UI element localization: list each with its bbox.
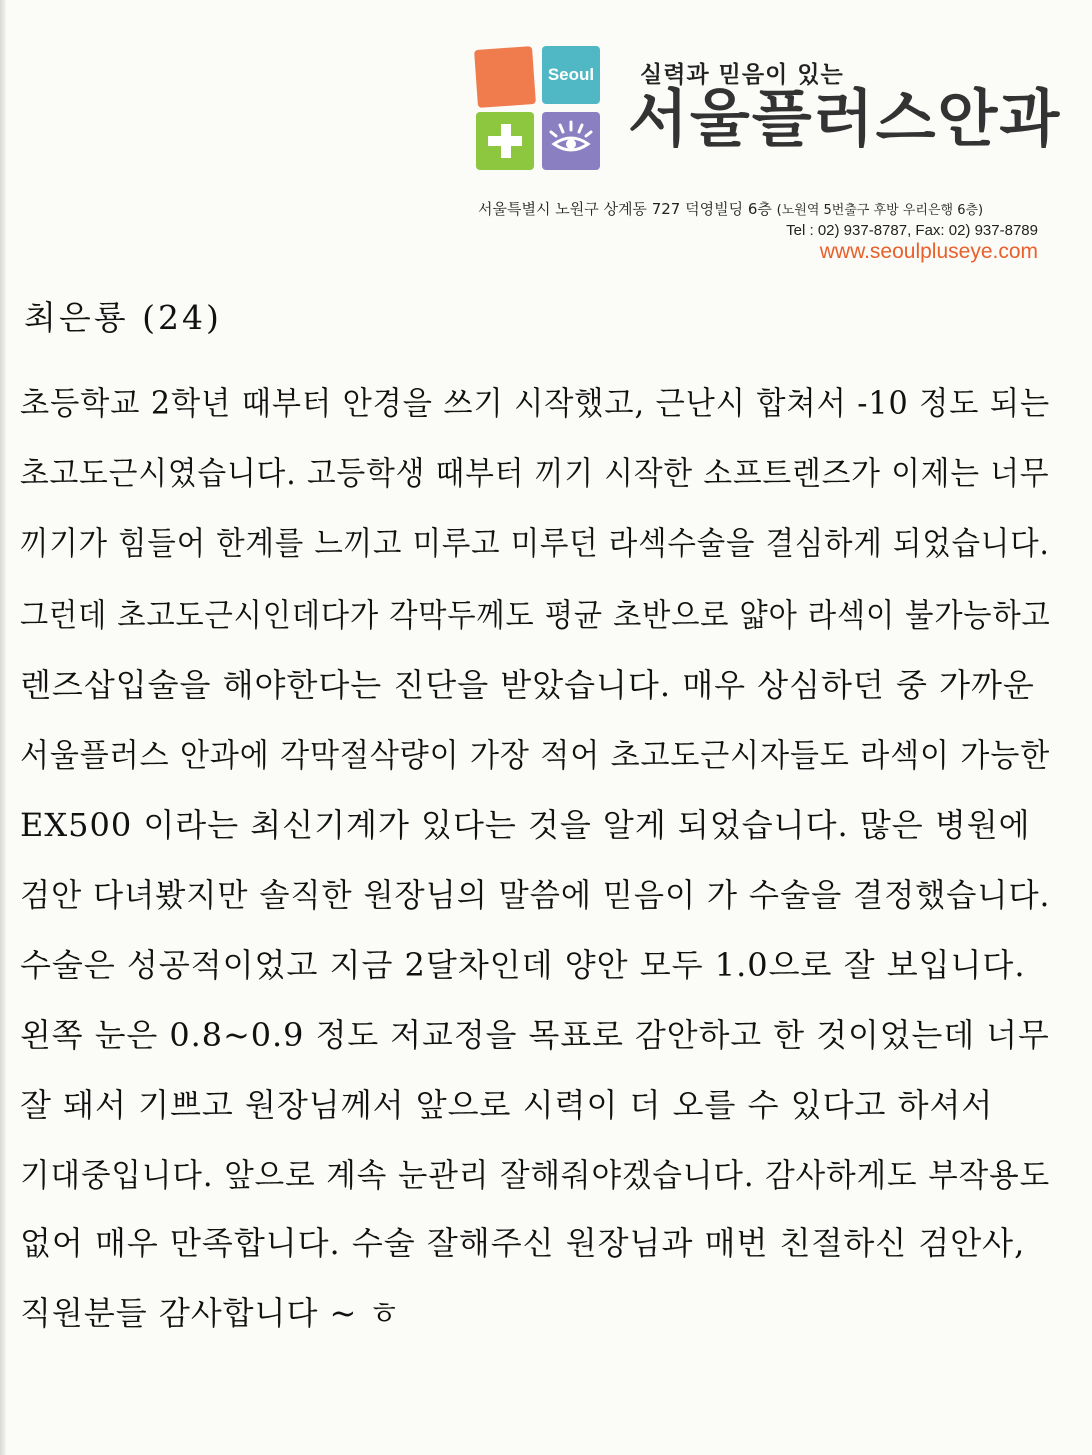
letter-line-10: 왼쪽 눈은 0.8~0.9 정도 저교정을 목표로 감안하고 한 것이었는데 너무 [20,1016,1050,1054]
logo-eye-square [542,112,600,170]
address-main: 서울특별시 노원구 상계동 727 덕영빌딩 6층 [478,200,772,218]
logo-orange-square [474,46,536,108]
letter-line-11: 잘 돼서 기쁘고 원장님께서 앞으로 시력이 더 오를 수 있다고 하셔서 [20,1086,994,1124]
page-edge-shadow [0,0,6,1455]
clinic-name: 서울플러스안과 [628,82,1062,155]
letter-line-3: 끼기가 힘들어 한계를 느끼고 미루고 미루던 라섹수술을 결심하게 되었습니다. [20,524,1050,562]
logo-text: Seoul [547,65,595,84]
plus-icon-horizontal [488,136,522,146]
letter-line-13: 없어 매우 만족합니다. 수술 잘해주신 원장님과 매번 친절하신 검안사, [20,1224,1026,1262]
eye-icon [542,112,600,170]
clinic-address [478,198,983,219]
logo-plus-square [476,112,534,170]
letter-line-7: EX500 이라는 최신기계가 있다는 것을 알게 되었습니다. 많은 병원에 [20,806,1031,844]
clinic-phone-fax: Tel : 02) 937-8787, Fax: 02) 937-8789 [786,222,1038,239]
writer-name: 최은룡 (24) [24,298,222,337]
logo-teal-square [542,46,600,104]
letter-line-6: 서울플러스 안과에 각막절삭량이 가장 적어 초고도근시자들도 라섹이 가능한 [20,736,1051,774]
letter-line-9: 수술은 성공적이었고 지금 2달차인데 양안 모두 1.0으로 잘 보입니다. [20,946,1026,984]
letter-line-8: 검안 다녀봤지만 솔직한 원장님의 말씀에 믿음이 가 수술을 결정했습니다. [20,876,1051,914]
address-note: (노원역 5번출구 후방 우리은행 6층) [776,203,984,218]
letter-line-12: 기대중입니다. 앞으로 계속 눈관리 잘해줘야겠습니다. 감사하게도 부작용도 [20,1156,1051,1194]
clinic-website: www.seoulpluseye.com [819,240,1038,263]
letter-line-14: 직원분들 감사합니다 ~ ㅎ [20,1294,401,1332]
clinic-slogan: 실력과 믿음이 있는 [640,62,844,88]
letter-line-2: 초고도근시였습니다. 고등학생 때부터 끼기 시작한 소프트렌즈가 이제는 너무 [20,454,1050,492]
letter-line-1: 초등학교 2학년 때부터 안경을 쓰기 시작했고, 근난시 합쳐서 -10 정도 되는 [20,384,1051,422]
clinic-logo [474,44,602,172]
letter-line-4: 그런데 초고도근시인데다가 각막두께도 평균 초반으로 얇아 라섹이 불가능하고 [20,596,1051,634]
letter-line-5: 렌즈삽입술을 해야한다는 진단을 받았습니다. 매우 상심하던 중 가까운 [20,666,1035,704]
